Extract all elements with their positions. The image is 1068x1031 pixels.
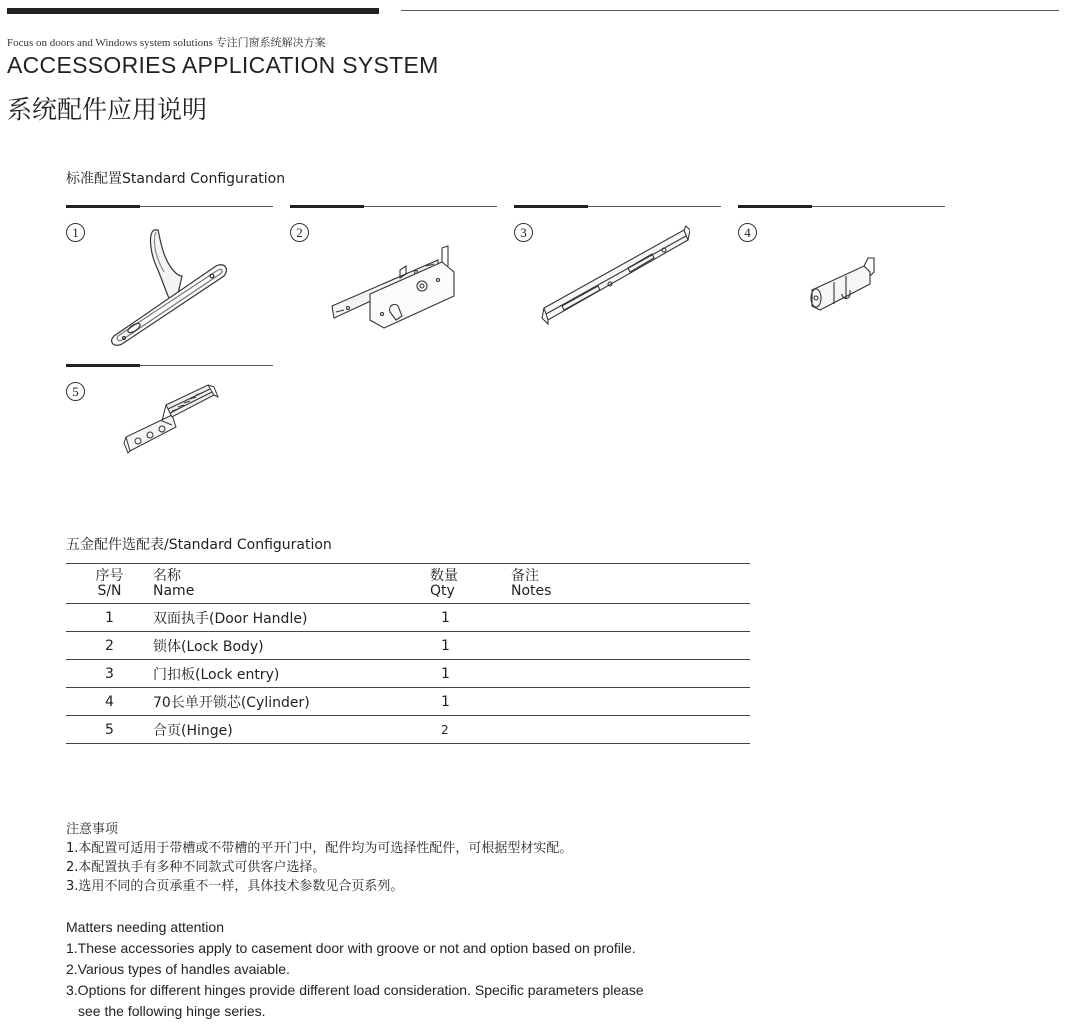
cell-notes [511, 688, 750, 716]
title-chinese: 系统配件应用说明 [7, 95, 208, 124]
table-row [66, 632, 750, 660]
config-item-2 [290, 206, 497, 346]
cell-sn: 3 [105, 665, 114, 682]
cell-qty: 1 [441, 693, 450, 710]
header-thick-rule [7, 8, 379, 14]
card-rule-accent [66, 364, 140, 367]
cell-notes [511, 660, 750, 688]
cell-sn: 4 [105, 693, 114, 710]
item-number: 2 [290, 223, 309, 242]
cell-notes [511, 604, 750, 632]
cell-name: 门扣板(Lock entry) [153, 666, 280, 683]
cylinder-icon [808, 254, 880, 320]
item-number: 4 [738, 223, 757, 242]
cell-sn: 5 [105, 721, 114, 738]
card-rule-accent [514, 205, 588, 208]
notes-en-line: see the following hinge series. [78, 1003, 266, 1019]
notes-zh [66, 820, 572, 896]
notes-en-title: Matters needing attention [66, 919, 224, 935]
item-number: 5 [66, 382, 85, 401]
item-number: 3 [514, 223, 533, 242]
notes-zh-title: 注意事项 [66, 822, 119, 837]
table-row [66, 660, 750, 688]
header-sn: 序号 S/N [95, 567, 124, 599]
header-name: 名称 Name [153, 567, 195, 599]
door-handle-icon [104, 224, 234, 346]
item-number: 1 [66, 223, 85, 242]
notes-en-line: 2.Various types of handles avaiable. [66, 961, 290, 977]
config-table [66, 563, 750, 744]
card-rule-accent [66, 205, 140, 208]
cell-notes [511, 632, 750, 660]
cell-sn: 2 [105, 637, 114, 654]
table-row [66, 604, 750, 632]
notes-en-line: 3.Options for different hinges provide different load consideration. Specific parameters please [66, 982, 644, 998]
config-item-5 [66, 365, 273, 505]
cell-name: 双面执手(Door Handle) [153, 610, 308, 627]
cell-name: 合页(Hinge) [153, 722, 233, 739]
standard-config-label: 标准配置Standard Configuration [66, 171, 286, 187]
cell-name: 70长单开锁芯(Cylinder) [153, 694, 310, 711]
cell-name: 锁体(Lock Body) [153, 638, 264, 655]
lock-entry-icon [540, 224, 690, 328]
cell-qty: 1 [441, 609, 450, 626]
header-qty: 数量 Qty [430, 567, 458, 599]
notes-en [66, 917, 644, 1022]
lock-body-icon [330, 236, 460, 331]
title-english: ACCESSORIES APPLICATION SYSTEM [7, 52, 439, 78]
notes-zh-line: 3.选用不同的合页承重不一样，具体技术参数见合页系列。 [66, 879, 404, 894]
card-rule-accent [290, 205, 364, 208]
cell-qty: 1 [441, 665, 450, 682]
card-rule-accent [738, 205, 812, 208]
notes-zh-line: 2.本配置执手有多种不同款式可供客户选择。 [66, 860, 326, 875]
table-row [66, 716, 750, 744]
config-item-3 [514, 206, 721, 346]
hinge-icon [122, 381, 222, 457]
header-notes: 备注 Notes [511, 567, 552, 599]
cell-qty: 2 [441, 722, 449, 737]
notes-en-line: 1.These accessories apply to casement door with groove or not and option based on profile. [66, 940, 636, 956]
tagline: Focus on doors and Windows system solutions 专注门窗系统解决方案 [7, 37, 326, 49]
config-table-label: 五金配件选配表/Standard Configuration [66, 537, 332, 553]
cell-qty: 1 [441, 637, 450, 654]
table-header-row [66, 564, 750, 604]
header-thin-rule [401, 10, 1059, 11]
table-row [66, 688, 750, 716]
config-item-4 [738, 206, 945, 346]
cell-sn: 1 [105, 609, 114, 626]
notes-zh-line: 1.本配置可适用于带槽或不带槽的平开门中，配件均为可选择性配件，可根据型材实配。 [66, 841, 573, 856]
config-item-1 [66, 206, 273, 346]
cell-notes [511, 716, 750, 744]
